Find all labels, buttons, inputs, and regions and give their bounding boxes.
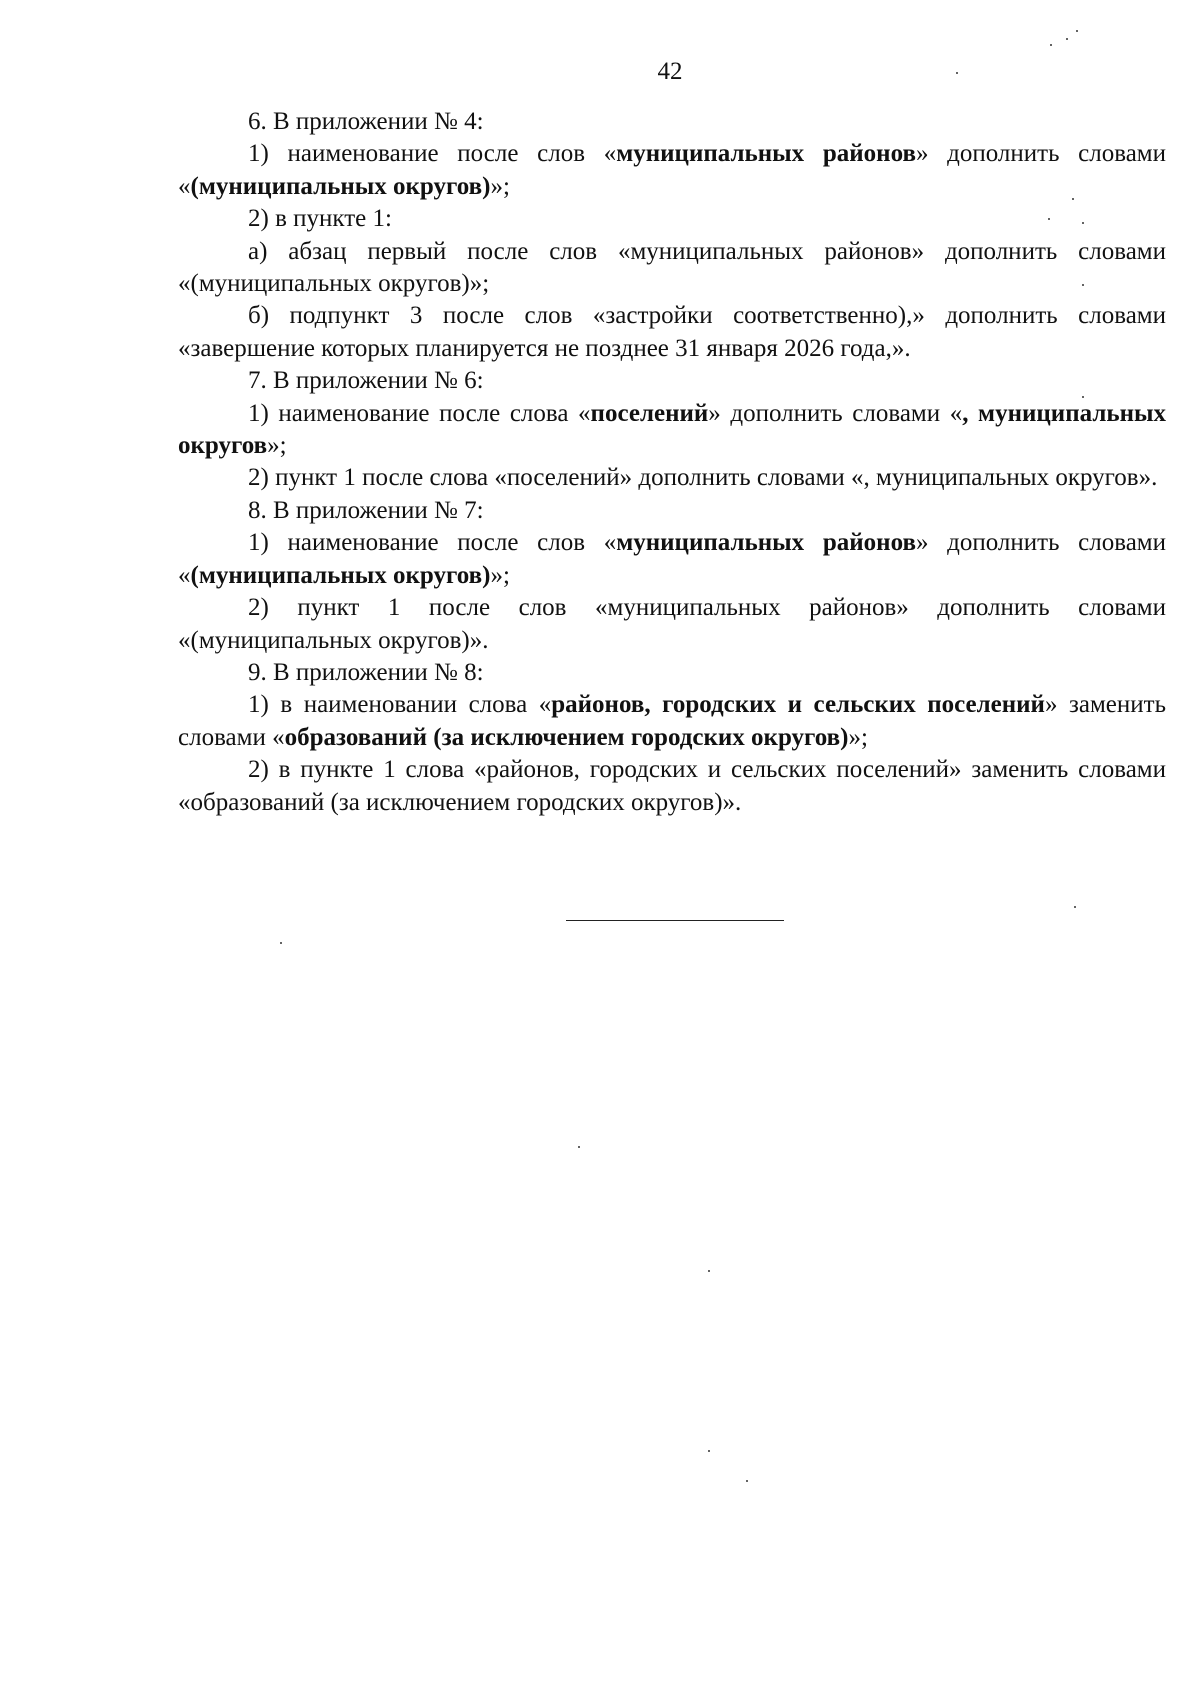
scan-speck [1050, 44, 1052, 46]
scan-speck [1082, 396, 1084, 398]
scan-speck [1048, 218, 1050, 220]
document-body [178, 106, 1166, 819]
item-6-heading: 6. В приложении № 4: [248, 108, 484, 135]
scan-speck [708, 1270, 710, 1272]
scan-speck [578, 1146, 580, 1148]
item-6-2: 2) в пункте 1: [248, 205, 392, 233]
item-8-2: 2) пункт 1 после слов «муниципальных районов» дополнить словами «(муниципальных округов)». [178, 594, 1166, 654]
scan-speck [708, 1450, 710, 1452]
item-9-heading: 9. В приложении № 8: [248, 658, 484, 686]
item-8-1: 1) наименование после слов «муниципальных районов» дополнить словами «(муниципальных округов)»; [178, 529, 1167, 589]
item-6-1: 1) наименование после слов «муниципальных районов» дополнить словами «(муниципальных округов)»; [178, 140, 1167, 200]
scan-speck [1082, 222, 1084, 224]
item-7-2: 2) пункт 1 после слова «поселений» дополнить словами «, муниципальных округов». [248, 464, 1158, 492]
item-8-heading: 8. В приложении № 7: [248, 496, 484, 524]
page-number: 42 [657, 58, 683, 85]
item-6-2-b: б) подпункт 3 после слов «застройки соответственно),» дополнить словами «завершение которых планируется не позднее 31 января 2026 года,». [178, 302, 1166, 362]
scan-speck [1076, 30, 1078, 32]
item-7-heading: 7. В приложении № 6: [248, 367, 484, 395]
scan-speck [1074, 906, 1076, 908]
scan-speck [746, 1480, 748, 1482]
item-6-2-a: а) абзац первый после слов «муниципальных районов» дополнить словами «(муниципальных округов)»; [178, 237, 1166, 298]
scan-speck [956, 72, 958, 74]
scan-speck [1072, 198, 1074, 200]
scan-speck [1066, 38, 1068, 40]
end-separator-line [566, 920, 784, 921]
item-7-1: 1) наименование после слова «поселений» дополнить словами «, муниципальных округов»; [178, 399, 1166, 460]
item-9-1: 1) в наименовании слова «районов, городских и сельских поселений» заменить словами «образований (за исключением городских округов)»; [178, 691, 1166, 751]
scan-speck [1082, 284, 1084, 286]
scan-speck [280, 942, 282, 944]
item-9-2: 2) в пункте 1 слова «районов, городских и сельских поселений» заменить словами «образований (за исключением городских округов)». [178, 756, 1166, 816]
